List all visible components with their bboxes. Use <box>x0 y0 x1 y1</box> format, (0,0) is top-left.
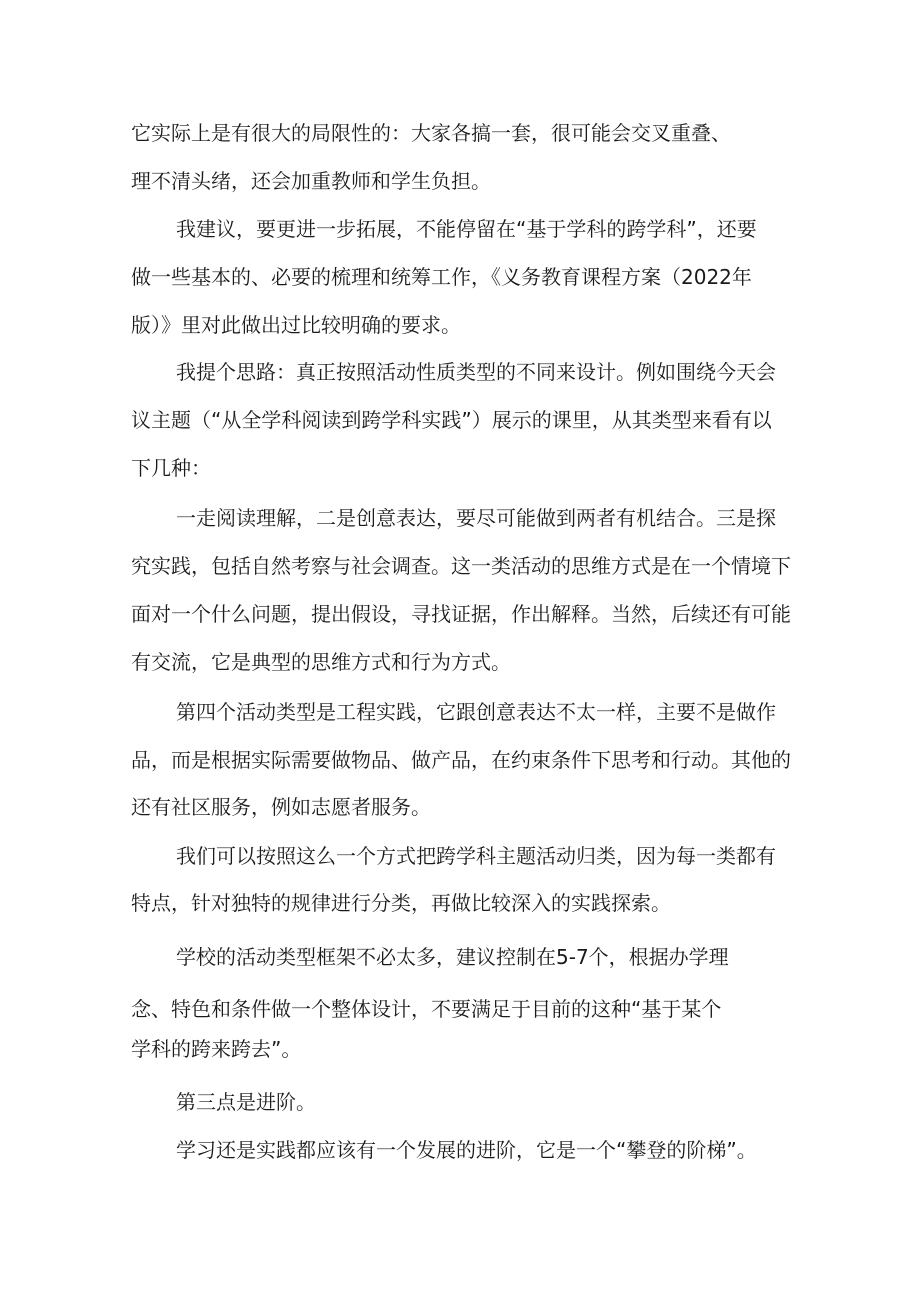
text-line: 还有社区服务，例如志愿者服务。 <box>131 795 431 819</box>
text-line: 学校的活动类型框架不必太多，建议控制在5-7个，根据办学理 <box>176 945 729 969</box>
text-line: 面对一个什么问题，提出假设，寻找证据，作出解释。当然，后续还有可能 <box>131 602 791 626</box>
text-line: 议主题（“从全学科阅读到跨学科实践”）展示的课里，从其类型来看有以 <box>131 408 772 432</box>
text-line: 版）》里对此做出过比较明确的要求。 <box>131 313 461 337</box>
text-line: 第四个活动类型是工程实践，它跟创意表达不太一样，主要不是做作 <box>176 700 776 724</box>
text-line: 下几种： <box>131 456 211 480</box>
text-line: 特点，针对独特的规律进行分类，再做比较深入的实践探索。 <box>131 891 671 915</box>
text-line: 学习还是实践都应该有一个发展的进阶，它是一个“攀登的阶梯”。 <box>176 1138 757 1162</box>
text-line: 品，而是根据实际需要做物品、做产品，在约束条件下思考和行动。其他的 <box>131 748 791 772</box>
text-line: 学科的跨来跨去”。 <box>131 1037 302 1061</box>
text-line: 我建议，要更进一步拓展，不能停留在“基于学科的跨学科”，还要 <box>176 217 757 241</box>
text-line: 我提个思路：真正按照活动性质类型的不同来设计。例如围绕今天会 <box>176 360 776 384</box>
text-line: 我们可以按照这么一个方式把跨学科主题活动归类，因为每一类都有 <box>176 844 776 868</box>
text-line: 理不清头绪，还会加重教师和学生负担。 <box>131 169 491 193</box>
text-line: 有交流，它是典型的思维方式和行为方式。 <box>131 650 511 674</box>
text-line: 究实践，包括自然考察与社会调查。这一类活动的思维方式是在一个情境下 <box>131 554 791 578</box>
text-line: 做一些基本的、必要的梳理和统筹工作，《义务教育课程方案（2022年 <box>131 265 752 289</box>
text-line: 一走阅读理解，二是创意表达，要尽可能做到两者有机结合。三是探 <box>176 506 776 530</box>
text-line: 它实际上是有很大的局限性的：大家各搞一套，很可能会交叉重叠、 <box>131 121 731 145</box>
text-line: 第三点是进阶。 <box>176 1090 316 1114</box>
text-line: 念、特色和条件做一个整体设计，不要满足于目前的这种“基于某个 <box>131 997 722 1021</box>
